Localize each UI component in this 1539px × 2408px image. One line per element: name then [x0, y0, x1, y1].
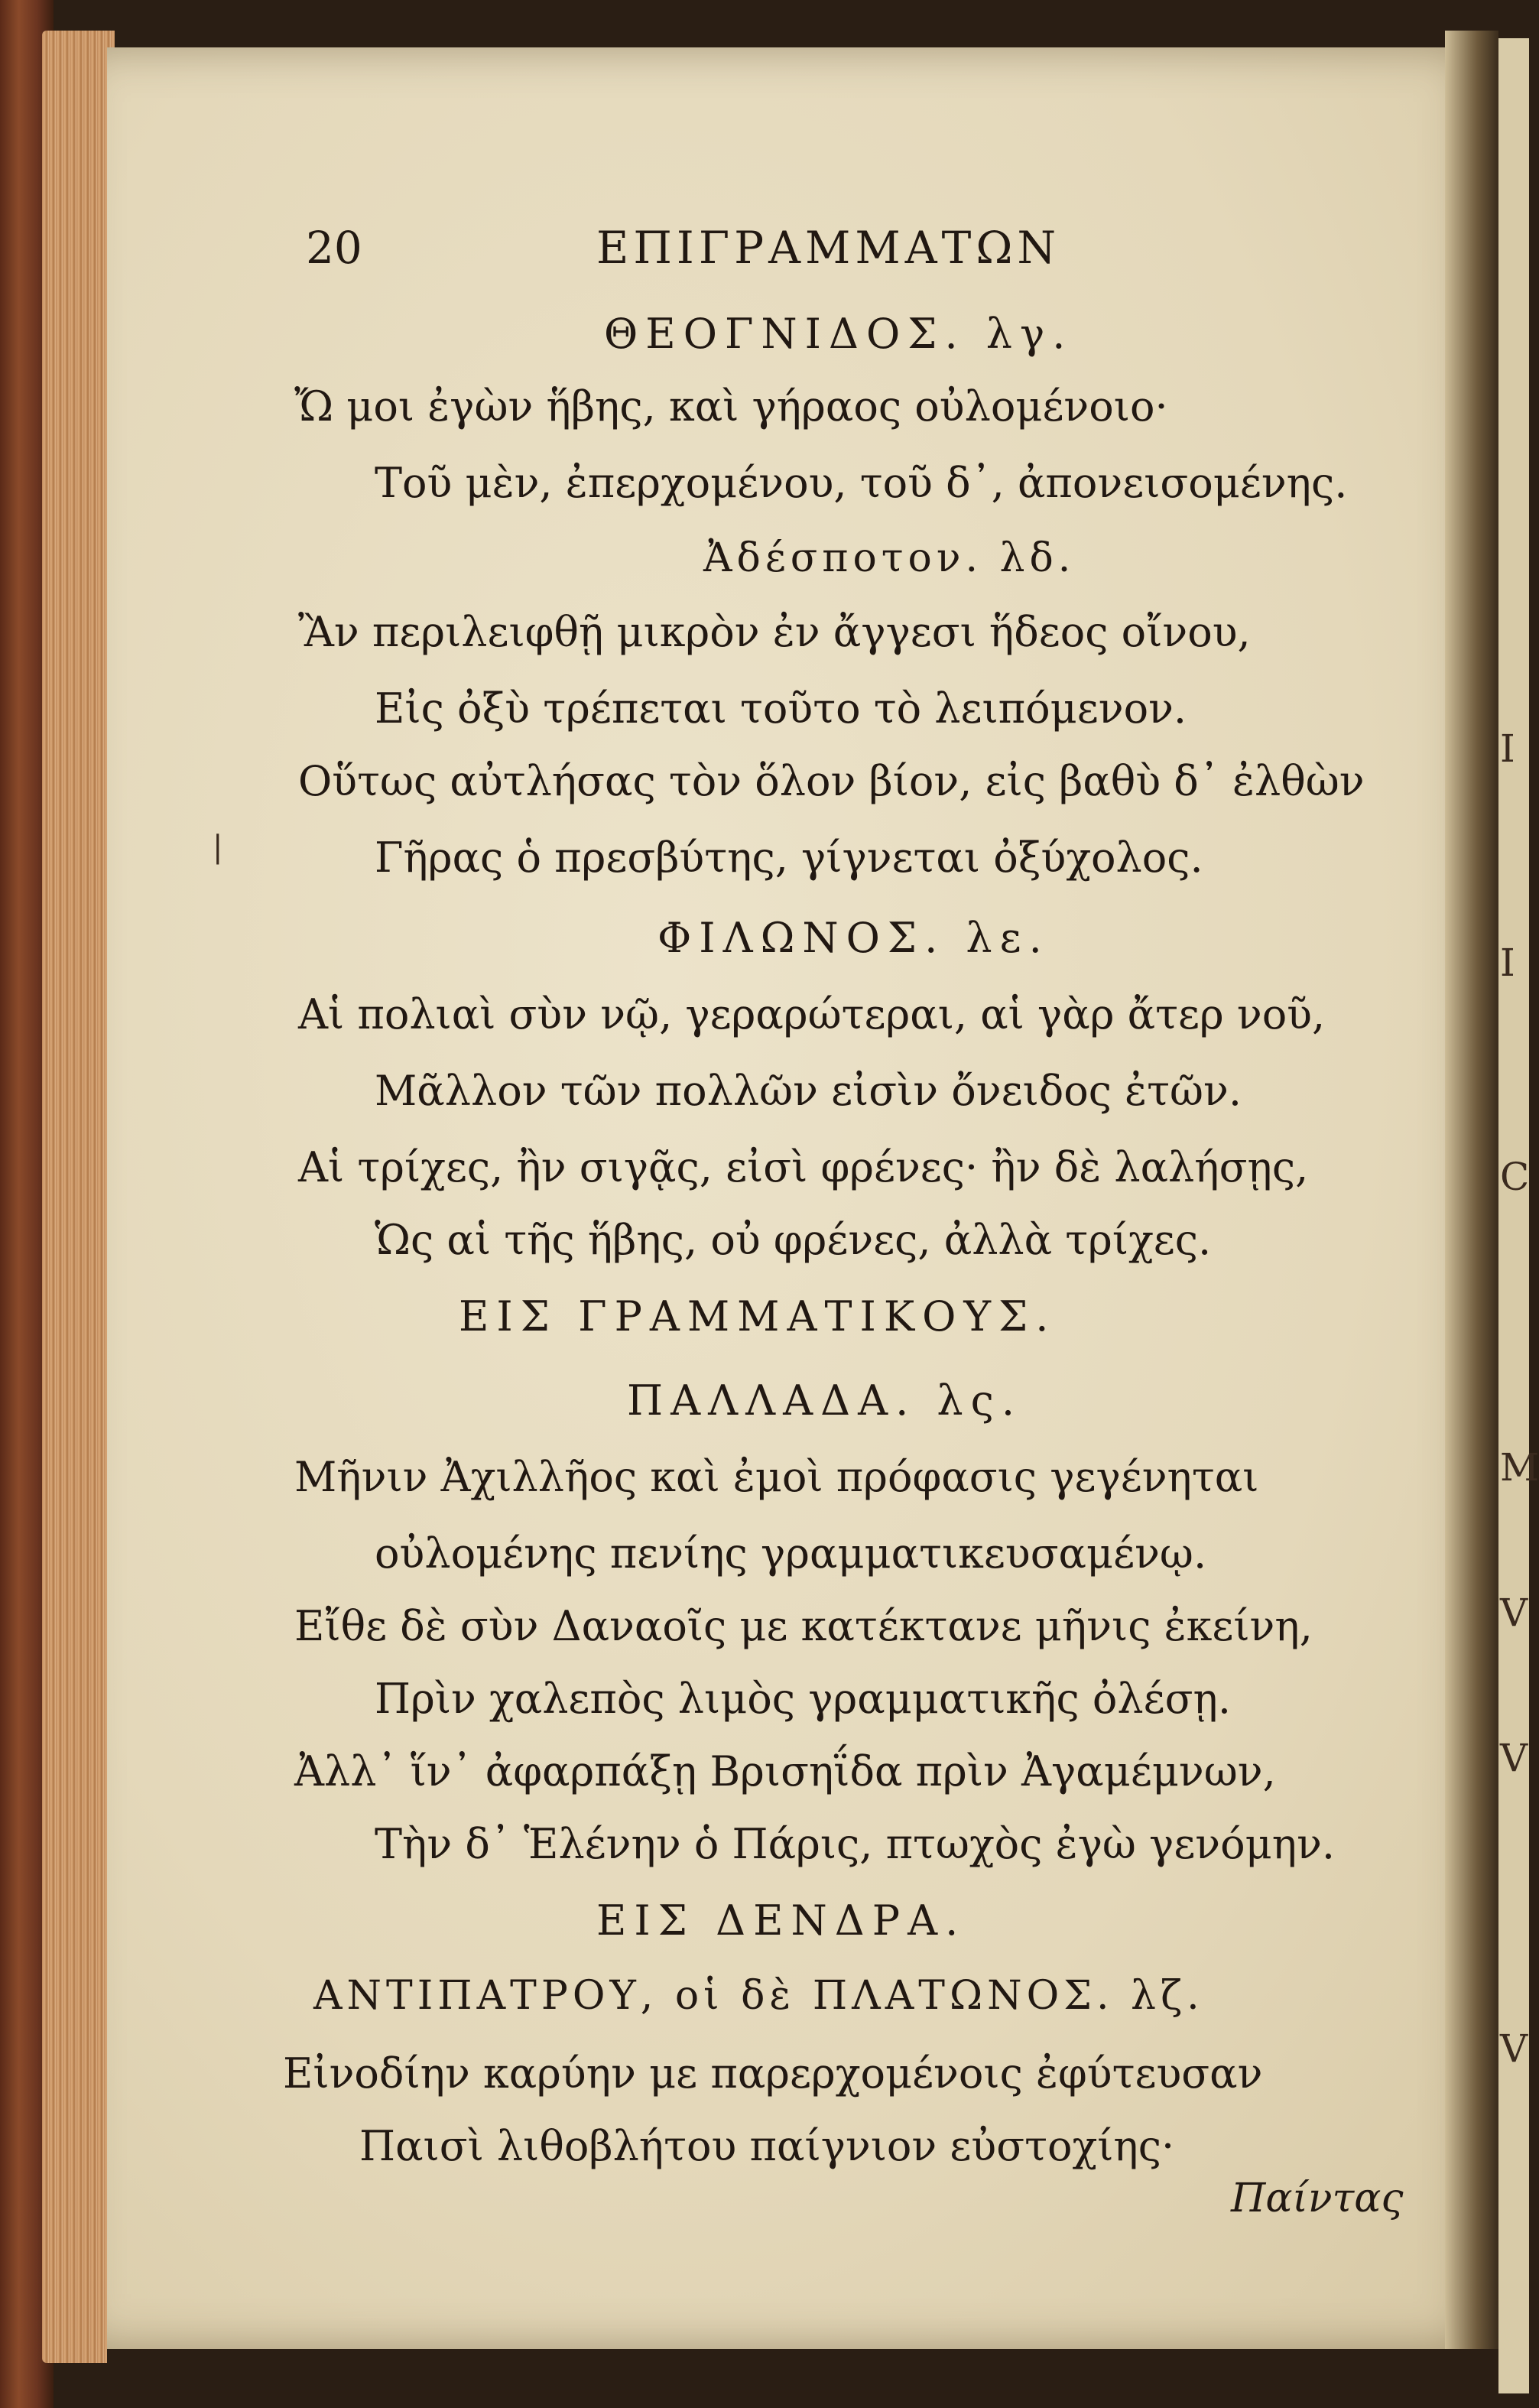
- verse-line: Ἀλλ᾽ ἵν᾽ ἀφαρπάξῃ Βρισηΐδα πρὶν Ἀγαμέμνων,: [294, 1747, 1276, 1795]
- section-heading: ΦΙΛΩΝΟΣ. λε.: [657, 914, 1050, 962]
- margin-mark: |: [213, 830, 223, 865]
- facing-page-letter: I: [1500, 726, 1515, 771]
- facing-page-letter: C: [1500, 1155, 1530, 1199]
- facing-page-letter: I: [1500, 941, 1515, 985]
- section-heading: Ἀδέσποτον. λδ.: [703, 535, 1076, 581]
- page-edges: [42, 31, 115, 2363]
- verse-line: Ἂν περιλειφθῇ μικρὸν ἐν ἄγγεσι ἥδεος οἴνου,: [298, 608, 1251, 656]
- verse-line: Ὡς αἱ τῆς ἥβης, οὐ φρένες, ἀλλὰ τρίχες.: [375, 1216, 1212, 1264]
- verse-line: Εἴθε δὲ σὺν Δαναοῖς με κατέκτανε μῆνις ἐκείνη,: [294, 1602, 1313, 1650]
- verse-line: Τοῦ μὲν, ἐπερχομένου, τοῦ δ᾽, ἀπονεισομένης.: [375, 459, 1348, 507]
- verse-line: Αἱ πολιαὶ σὺν νῷ, γεραρώτεραι, αἱ γὰρ ἄτερ νοῦ,: [298, 990, 1326, 1038]
- verse-line: Οὕτως αὐτλήσας τὸν ὅλον βίον, εἰς βαθὺ δ᾽ ἐλθὼν: [298, 757, 1365, 805]
- verse-line: οὐλομένης πενίης γραμματικευσαμένῳ.: [375, 1529, 1207, 1578]
- page-number: 20: [306, 222, 362, 274]
- section-heading: ΠΑΛΛΑΔΑ. λς.: [627, 1376, 1023, 1425]
- verse-line: Εἰνοδίην καρύην με παρερχομένοις ἐφύτευσαν: [283, 2049, 1263, 2098]
- verse-line: Πρὶν χαλεπὸς λιμὸς γραμματικῆς ὀλέσῃ.: [375, 1675, 1231, 1723]
- bottom-edge: [107, 2349, 1498, 2408]
- verse-line: Ὤ μοι ἐγὼν ἥβης, καὶ γήραος οὐλομένοιο·: [294, 382, 1168, 431]
- verse-line: Γῆρας ὁ πρεσβύτης, γίγνεται ὀξύχολος.: [375, 834, 1203, 882]
- section-heading: ΑΝΤΙΠΑΤΡΟΥ, οἱ δὲ ΠΛΑΤΩΝΟΣ. λζ.: [313, 1973, 1204, 2019]
- facing-page-letter: V: [1500, 1591, 1528, 1635]
- section-heading: ΕΙΣ ΓΡΑΜΜΑΤΙΚΟΥΣ.: [459, 1292, 1057, 1340]
- section-heading: ΕΙΣ ΔΕΝΔΡΑ.: [596, 1896, 966, 1945]
- verse-line: Εἰς ὀξὺ τρέπεται τοῦτο τὸ λειπόμενον.: [375, 684, 1187, 733]
- verse-line: Μᾶλλον τῶν πολλῶν εἰσὶν ὄνειδος ἐτῶν.: [375, 1067, 1242, 1115]
- verse-line: Παισὶ λιθοβλήτου παίγνιον εὐστοχίης·: [359, 2122, 1175, 2170]
- running-head: ΕΠΙΓΡΑΜΜΑΤΩΝ: [596, 222, 1061, 274]
- section-heading: ΘΕΟΓΝΙΔΟΣ. λγ.: [604, 310, 1073, 358]
- catchword: Παίντας: [1231, 2176, 1404, 2221]
- verse-line: Μῆνιν Ἀχιλλῆος καὶ ἐμοὶ πρόφασις γεγένηται: [294, 1453, 1259, 1501]
- facing-page-letter: V: [1500, 1736, 1528, 1780]
- page-gutter: [1445, 31, 1498, 2378]
- verse-line: Τὴν δ᾽ Ἑλένην ὁ Πάρις, πτωχὸς ἐγὼ γενόμην.: [375, 1820, 1336, 1868]
- verse-line: Αἱ τρίχες, ἢν σιγᾷς, εἰσὶ φρένες· ἢν δὲ λαλήσῃς,: [298, 1143, 1309, 1191]
- facing-page-letter: M: [1500, 1445, 1539, 1490]
- facing-page-letter: V: [1500, 2026, 1528, 2071]
